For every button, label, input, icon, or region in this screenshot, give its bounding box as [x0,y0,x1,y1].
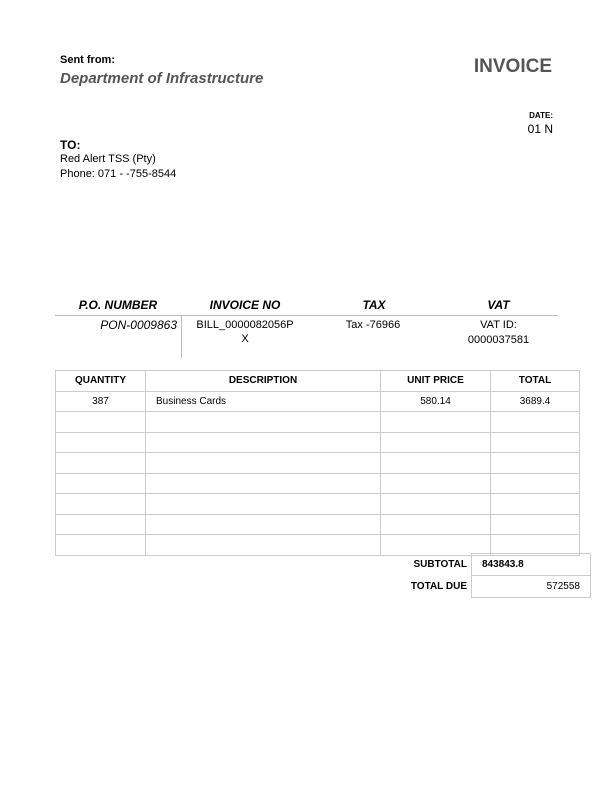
invoice-title: INVOICE [473,56,552,77]
tax-header: TAX [362,298,386,312]
empty-cell [146,412,381,433]
empty-cell [56,453,146,474]
subtotal-row [380,554,591,576]
empty-row [56,494,580,515]
date-value: 01 N [527,122,553,136]
total-due-label: TOTAL DUE [410,581,467,592]
subtotal-value: 843843.8 [472,554,591,576]
items-table [55,370,580,556]
empty-cell [56,514,146,535]
quantity-header: QUANTITY [56,371,146,392]
empty-row [56,514,580,535]
item-description: Business Cards [146,391,381,412]
total-header: TOTAL [491,371,580,392]
item-total: 3689.4 [491,391,580,412]
empty-cell [491,514,580,535]
empty-cell [56,412,146,433]
empty-cell [56,535,146,556]
empty-cell [381,432,491,453]
total-due-row [380,576,591,598]
invoice-no-value [181,318,309,346]
po-header-divider [55,315,558,316]
empty-cell [381,453,491,474]
items-header-row [56,371,580,392]
tax-value: Tax -76966 [345,319,401,331]
item-unit-price: 580.14 [381,391,491,412]
invoice-no-line1: BILL_0000082056P [196,319,294,331]
empty-cell [491,494,580,515]
totals-table [380,553,591,598]
empty-cell [146,494,381,515]
to-label: TO: [60,138,81,152]
po-number-value: PON-0009863 [100,318,177,332]
empty-cell [381,514,491,535]
empty-cell [146,514,381,535]
empty-cell [491,432,580,453]
empty-cell [146,473,381,494]
empty-cell [381,535,491,556]
empty-cell [146,453,381,474]
empty-cell [146,535,381,556]
po-table [55,298,558,360]
vat-line1: VAT ID: [480,319,517,331]
recipient-phone: Phone: 071 - -755-8544 [60,168,177,180]
empty-row [56,473,580,494]
subtotal-label: SUBTOTAL [413,559,467,570]
invoice-no-line2: X [241,333,249,345]
sent-from-label: Sent from: [60,54,115,66]
empty-row [56,412,580,433]
empty-row [56,432,580,453]
empty-cell [381,412,491,433]
empty-cell [146,432,381,453]
sender-name: Department of Infrastructure [60,70,264,87]
empty-row [56,453,580,474]
empty-cell [381,473,491,494]
po-number-header: P.O. NUMBER [78,298,158,312]
vat-header: VAT [487,298,510,312]
empty-cell [491,412,580,433]
vat-value [439,318,558,348]
total-due-value: 572558 [472,576,591,598]
description-header: DESCRIPTION [146,371,381,392]
empty-cell [381,494,491,515]
empty-cell [491,453,580,474]
table-row [56,391,580,412]
vat-line2: 0000037581 [467,334,530,346]
unit-price-header: UNIT PRICE [381,371,491,392]
empty-cell [491,535,580,556]
invoice-no-header: INVOICE NO [209,298,281,312]
empty-cell [56,473,146,494]
empty-row [56,535,580,556]
recipient-name: Red Alert TSS (Pty) [60,153,156,165]
empty-cell [491,473,580,494]
empty-cell [56,494,146,515]
empty-cell [56,432,146,453]
item-quantity: 387 [56,391,146,412]
date-label: DATE: [529,111,553,120]
